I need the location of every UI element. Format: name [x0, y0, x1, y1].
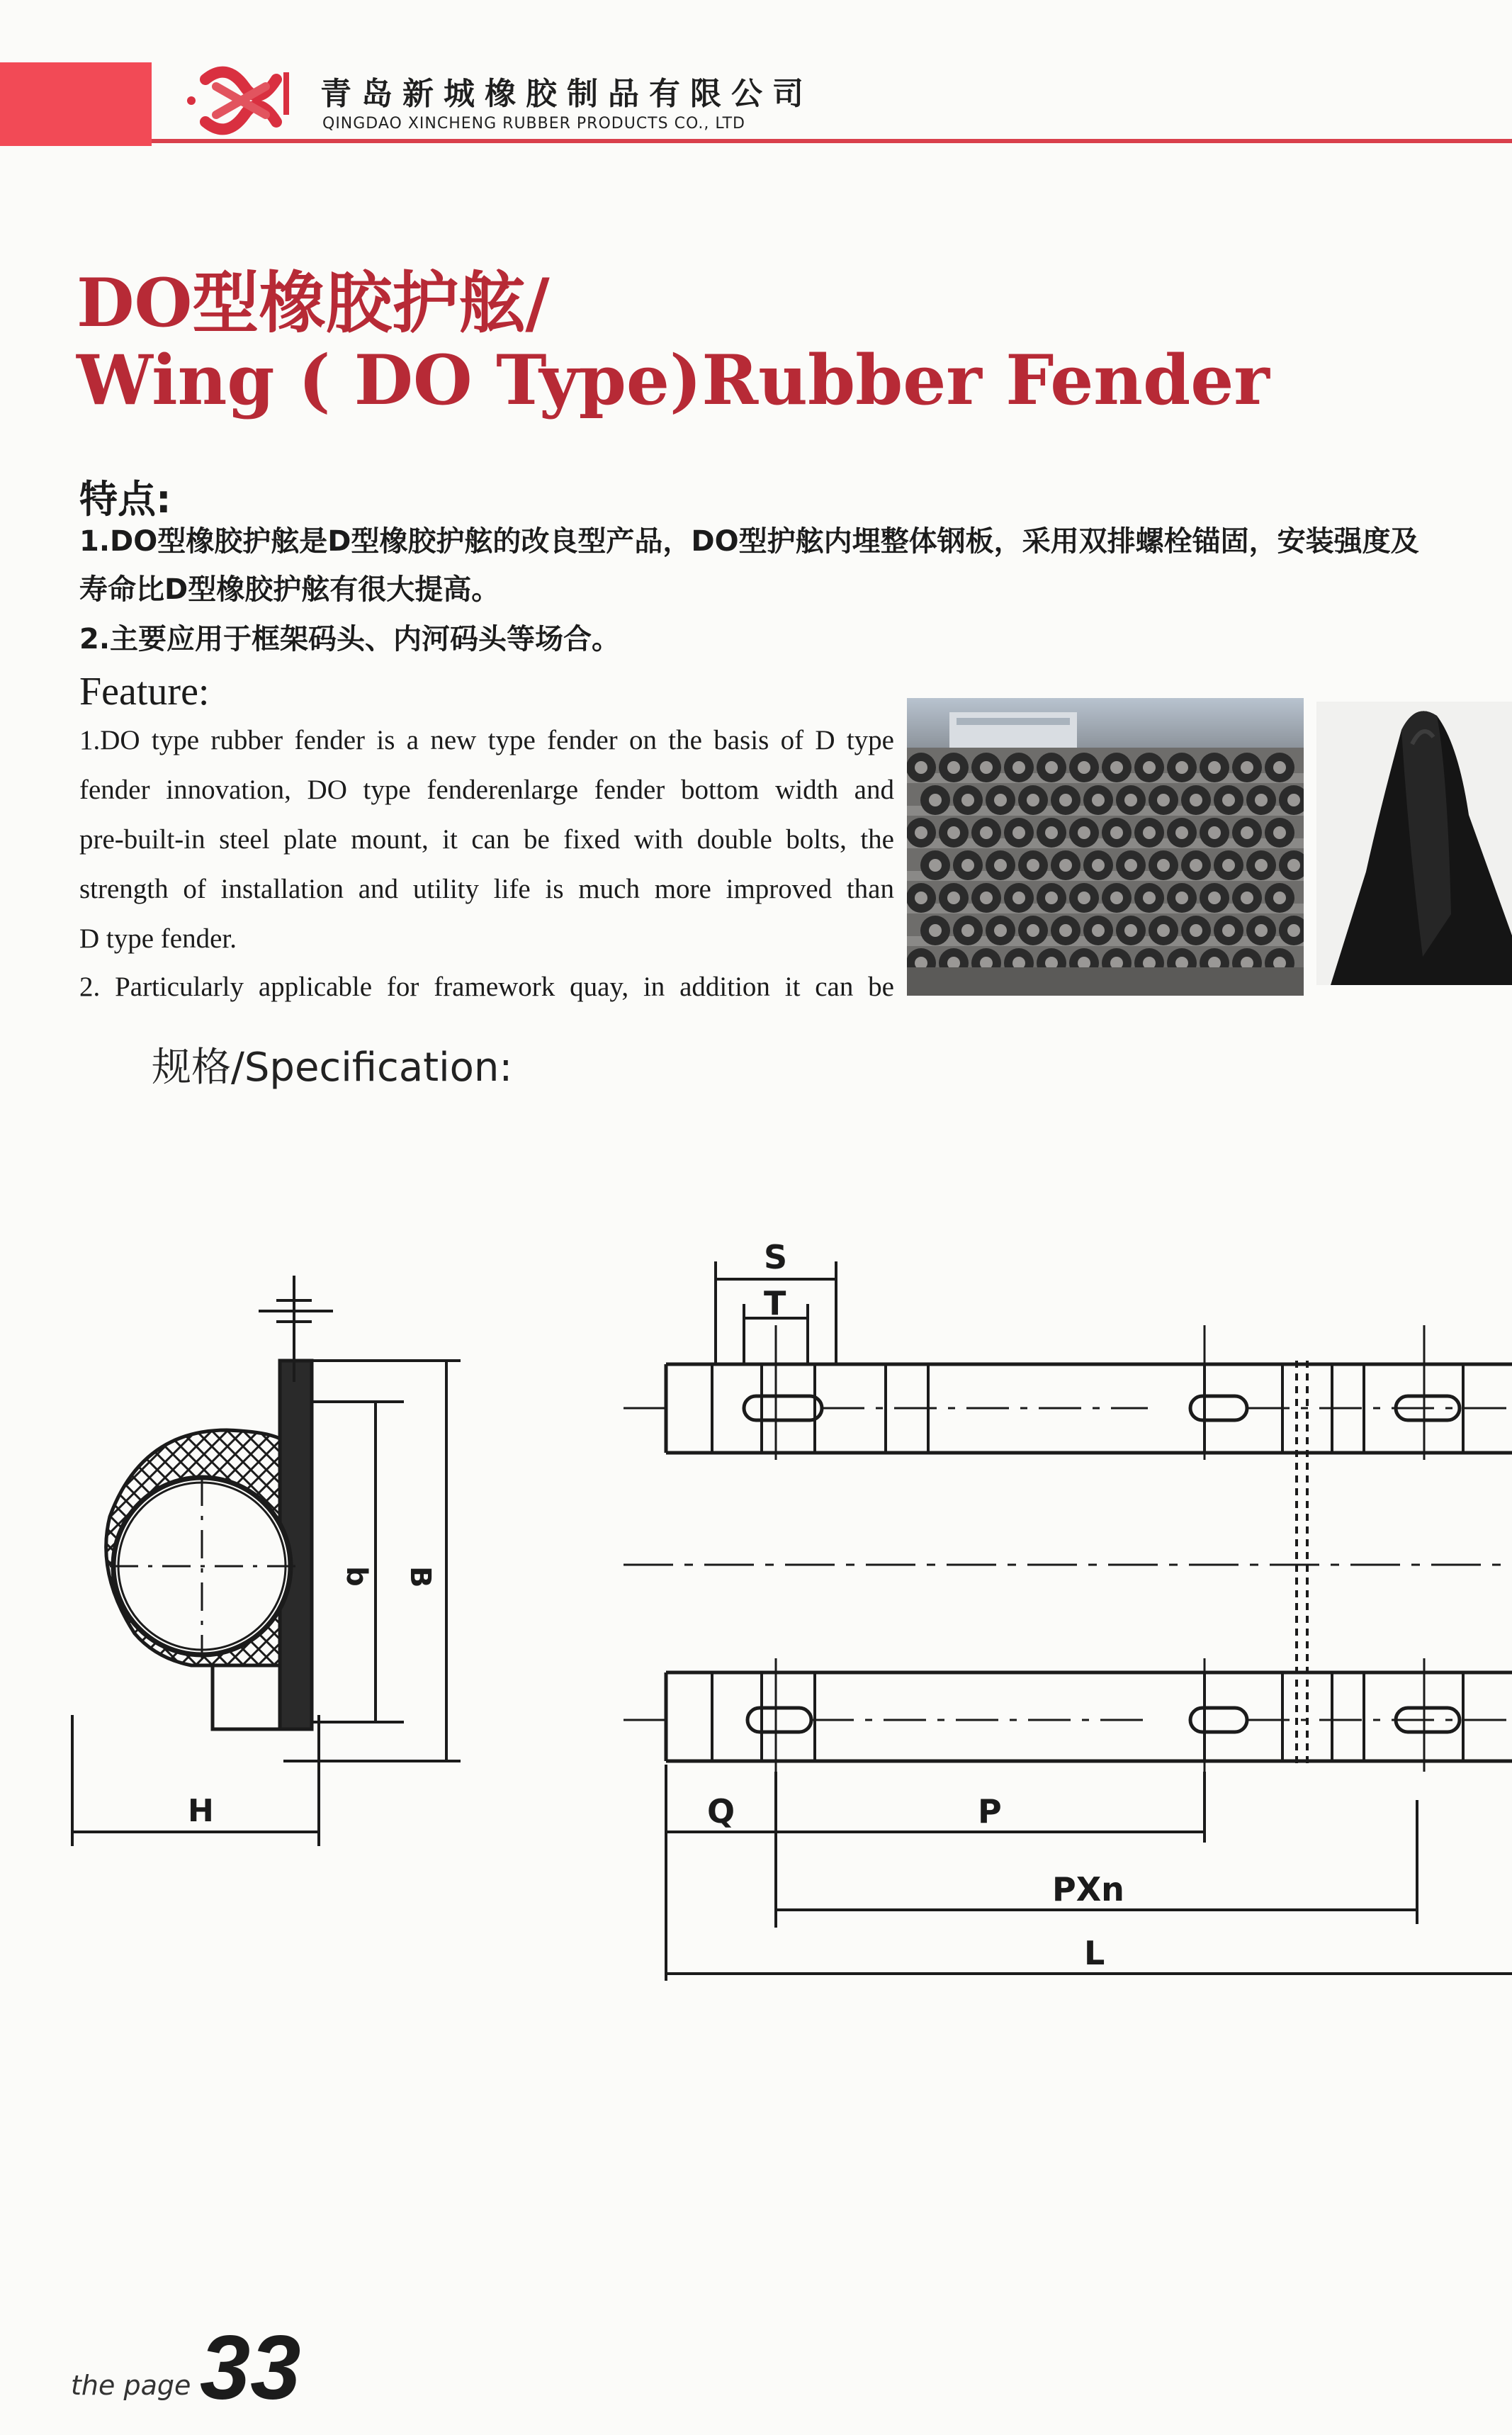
fender-cross-section-drawing [64, 1205, 503, 1885]
company-name-cn: 青岛新城橡胶制品有限公司 [320, 76, 813, 112]
features-heading-en: Feature: [79, 670, 210, 714]
feature-cn-line: 寿命比D型橡胶护舷有很大提高。 [79, 573, 500, 606]
stacked-do-fenders-photo [907, 698, 1304, 996]
fender-plan-view-drawing [609, 1219, 1512, 1998]
company-name-en: QINGDAO XINCHENG RUBBER PRODUCTS CO., LTD [322, 115, 745, 133]
feature-en-line: 1.DO type rubber fender is a new type fender on the basis of D type [79, 725, 894, 755]
xincheng-logo-icon [177, 58, 298, 143]
feature-en-line: pre-built-in steel plate mount, it can be fixed with double bolts, the [79, 824, 894, 855]
page-label: the page [71, 2370, 191, 2401]
dim-label-P: P [978, 1792, 1002, 1831]
single-do-fender-photo [1316, 702, 1512, 985]
features-heading-cn: 特点: [79, 477, 171, 522]
dim-label-S: S [764, 1238, 788, 1276]
feature-en-line: fender innovation, DO type fenderenlarge fender bottom width and [79, 775, 894, 805]
feature-cn-line: 1.DO型橡胶护舷是D型橡胶护舷的改良型产品，DO型护舷内埋整体钢板，采用双排螺栓锚固，安装强度及 [79, 525, 1419, 558]
dim-label-T: T [764, 1284, 786, 1322]
product-title-en: Wing ( DO Type)Rubber Fender [77, 340, 1270, 420]
feature-en-line: strength of installation and utility life is much more improved than [79, 874, 894, 904]
feature-en-line: 2. Particularly applicable for framework quay, in addition it can be [79, 972, 894, 1002]
dim-label-Q: Q [707, 1792, 735, 1831]
dim-label-b: b [340, 1566, 373, 1587]
product-title-cn: DO型橡胶护舷/ [77, 264, 550, 342]
dim-label-PXn: PXn [1052, 1870, 1124, 1908]
header-rule [152, 139, 1512, 143]
feature-cn-line: 2.主要应用于框架码头、内河码头等场合。 [79, 623, 621, 656]
feature-en-line: D type fender. [79, 923, 237, 954]
page-number: 33 [200, 2317, 301, 2419]
dim-label-L: L [1084, 1934, 1105, 1972]
header-accent-band [0, 62, 152, 146]
specification-heading: 规格/Specification: [152, 1045, 513, 1091]
dim-label-B: B [404, 1566, 436, 1588]
dim-label-H: H [188, 1793, 214, 1829]
